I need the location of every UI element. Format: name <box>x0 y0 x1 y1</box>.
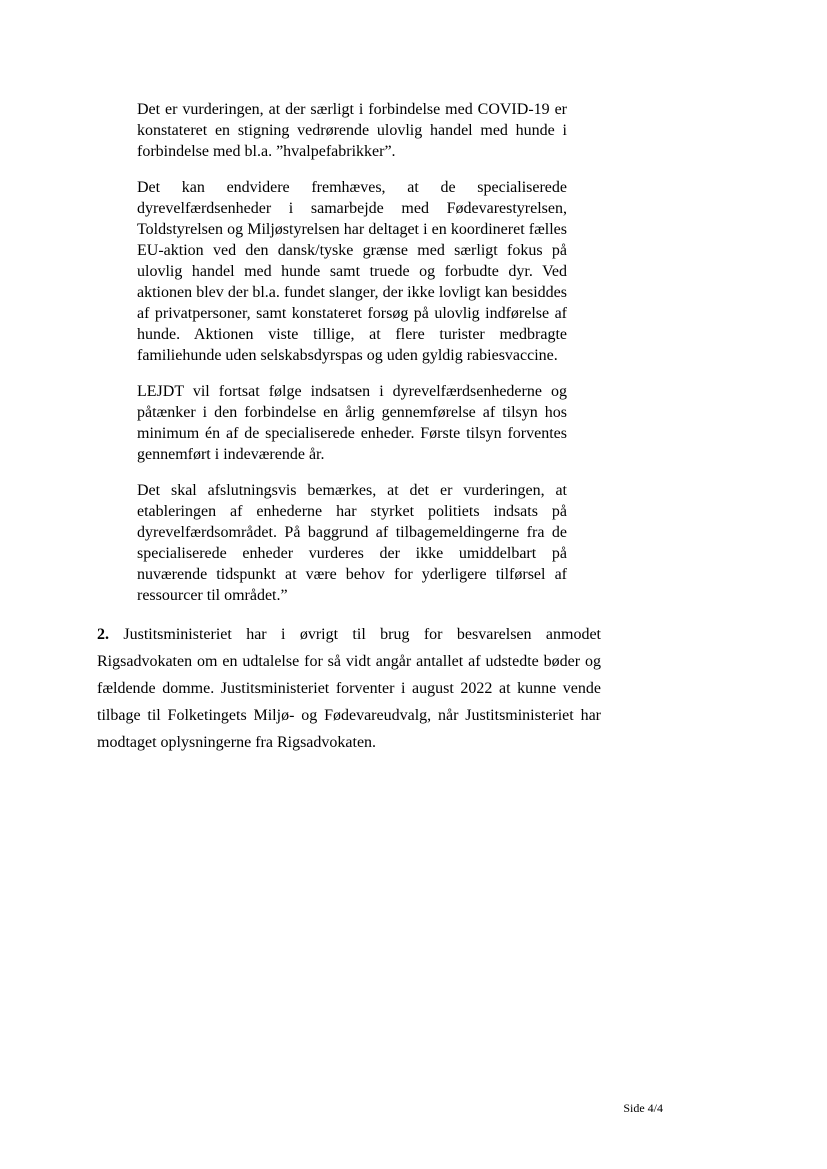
paragraph-number: 2. <box>97 626 109 643</box>
quote-paragraph-4: Det skal afslutningsvis bemærkes, at det er vurderingen, at etableringen af enhederne har styrket politiets indsats på dyrevelfærdsområdet. På baggrund af tilbagemeldingerne fra de specialiserede enheder vurderes der ikke umiddelbart på nuværende tidspunkt at være behov for yderligere tilførsel af ressourcer til området.” <box>137 482 567 604</box>
body-paragraph-text: Justitsministeriet har i øvrigt til brug for besvarelsen anmodet Rigsadvokaten om en udtalelse for så vidt angår antallet af udstedte bøder og fældende domme. Justitsministeriet forventer i august 2022 at kunne vende tilbage til Folketingets Miljø- og Fødevareudvalg, når Justitsministeriet har modtaget oplysningerne fra Rigsadvokaten. <box>97 626 601 751</box>
page-number: Side 4/4 <box>623 1101 663 1115</box>
quote-paragraph-3: LEJDT vil fortsat følge indsatsen i dyrevelfærdsenhederne og påtænker i den forbindelse en årlig gennemførelse af tilsyn hos minimum én af de specialiserede enheder. Første tilsyn forventes gennemført i indeværende år. <box>137 383 567 463</box>
body-paragraph <box>97 621 601 756</box>
quote-paragraph-2: Det kan endvidere fremhæves, at de specialiserede dyrevelfærdsenheder i samarbejde med Fødevarestyrelsen, Toldstyrelsen og Miljøstyrelsen har deltaget i en koordineret fælles EU-aktion ved den dansk/tyske grænse med særligt fokus på ulovlig handel med hunde samt truede og forbudte dyr. Ved aktionen blev der bl.a. fundet slanger, der ikke lovligt kan besiddes af privatpersoner, samt konstateret forsøg på ulovlig indførelse af hunde. Aktionen viste tillige, at flere turister medbragte familiehunde uden selskabsdyrspas og uden gyldig rabiesvaccine. <box>137 179 567 364</box>
document-content <box>97 99 601 756</box>
quote-paragraph-1: Det er vurderingen, at der særligt i forbindelse med COVID-19 er konstateret en stigning vedrørende ulovlig handel med hunde i forbindelse med bl.a. ”hvalpefabrikker”. <box>137 101 567 160</box>
quote-block <box>137 99 567 606</box>
